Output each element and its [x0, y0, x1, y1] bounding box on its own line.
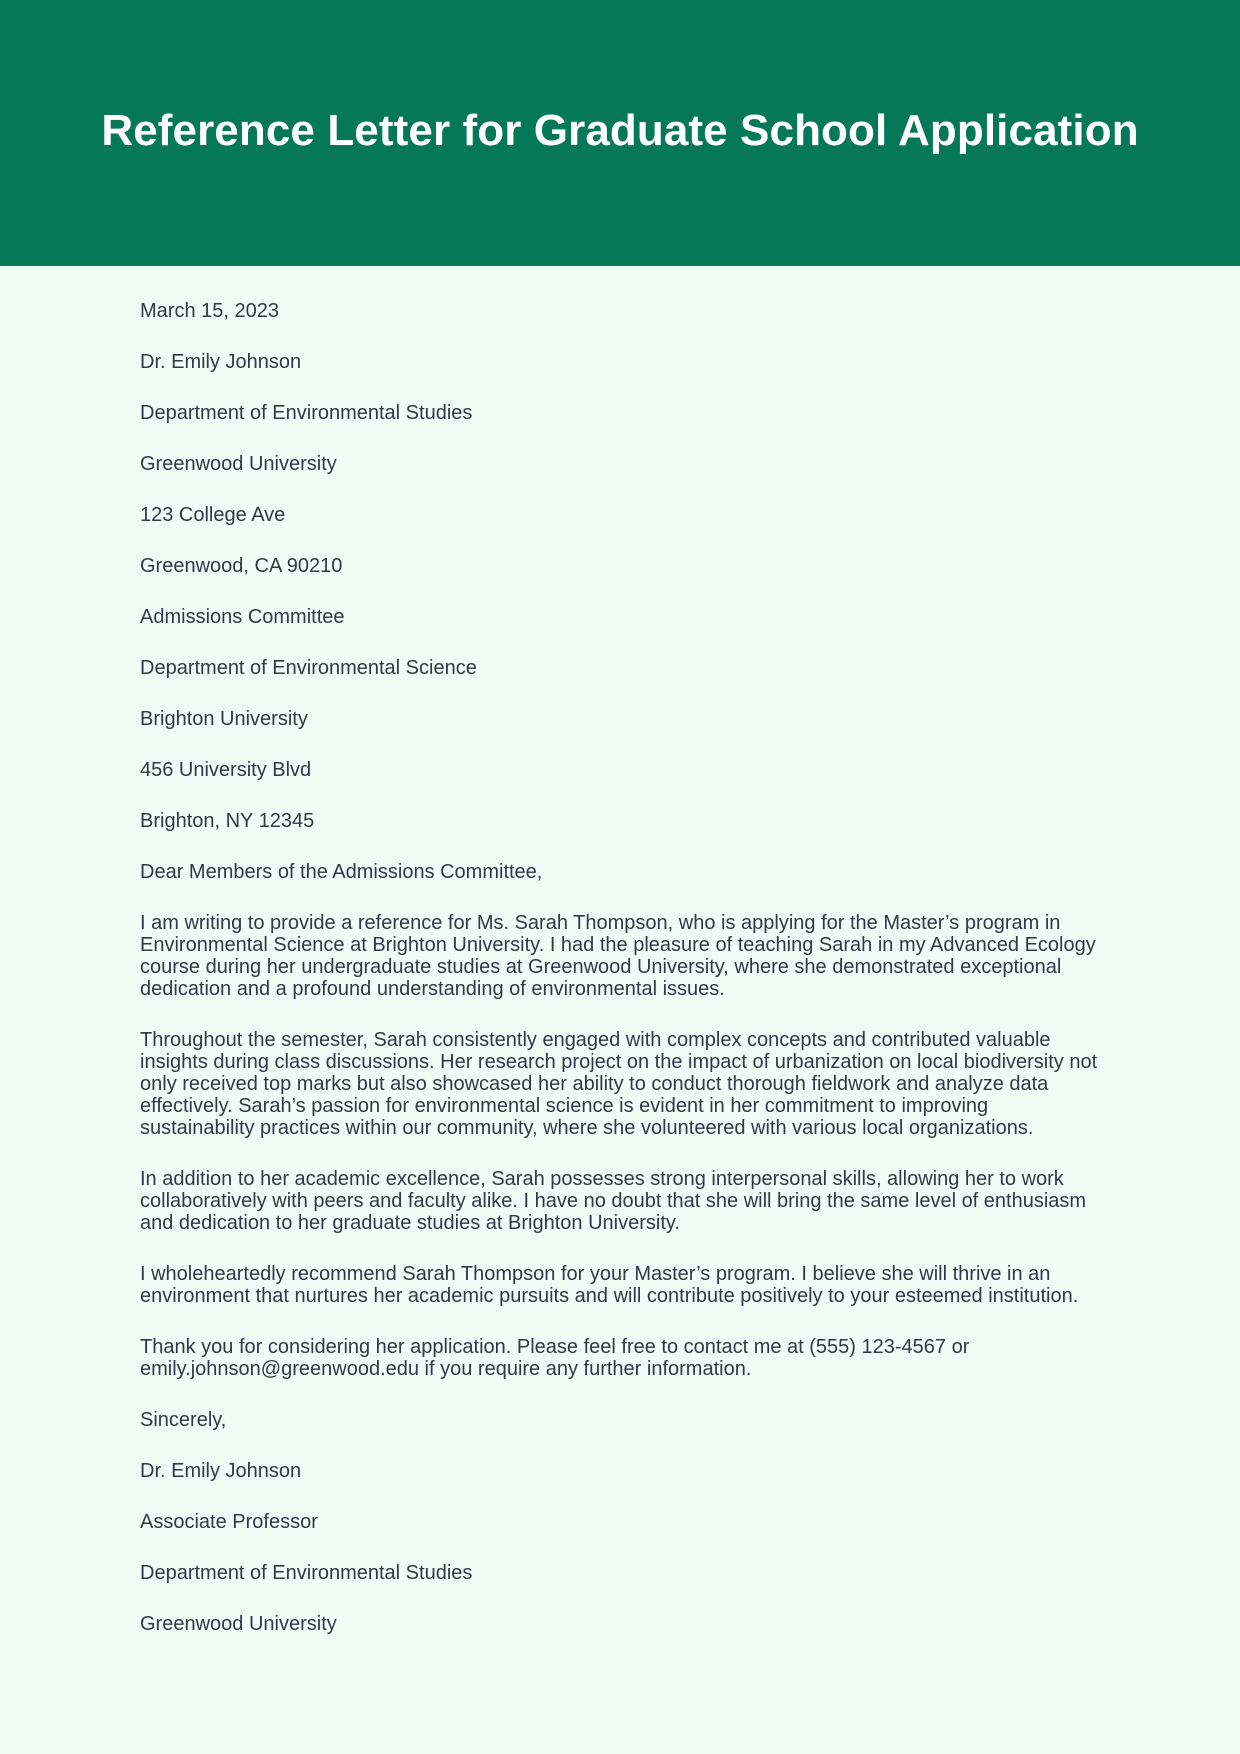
body-paragraph-2: Throughout the semester, Sarah consistently engaged with complex concepts and contributed valuable insights during class discussions. Her research project on the impact of urbanization on local biodiversity not only received top marks but also showcased her ability to conduct thorough fieldwork and analyze data effectively. Sarah’s passion for environmental science is evident in her commitment to improving sustainability practices within our community, where she volunteered with various local organizations. — [140, 1029, 1098, 1139]
recipient-department: Department of Environmental Science — [140, 657, 477, 679]
body-paragraph-1: I am writing to provide a reference for Ms. Sarah Thompson, who is applying for the Master’s program in Environmental Science at Brighton University. I had the pleasure of teaching Sarah in my Advanced Ecology course during her undergraduate studies at Greenwood University, where she demonstrated exceptional dedication and a profound understanding of environmental issues. — [140, 912, 1096, 1000]
recipient-institution: Brighton University — [140, 708, 308, 730]
recipient-name: Admissions Committee — [140, 606, 345, 628]
sender-institution: Greenwood University — [140, 453, 337, 475]
recipient-street: 456 University Blvd — [140, 759, 312, 781]
letter-body — [140, 300, 1100, 1664]
sender-street: 123 College Ave — [140, 504, 286, 526]
letter-date: March 15, 2023 — [140, 300, 279, 322]
body-paragraph-4: I wholeheartedly recommend Sarah Thompson for your Master’s program. I believe she will thrive in an environment that nurtures her academic pursuits and will contribute positively to your esteemed institution. — [140, 1263, 1079, 1307]
signature-title: Associate Professor — [140, 1511, 318, 1533]
recipient-city: Brighton, NY 12345 — [140, 810, 315, 832]
sender-department: Department of Environmental Studies — [140, 402, 473, 424]
sender-name: Dr. Emily Johnson — [140, 351, 302, 373]
signature-institution: Greenwood University — [140, 1613, 337, 1635]
sender-city: Greenwood, CA 90210 — [140, 555, 343, 577]
page-header — [0, 0, 1240, 266]
salutation: Dear Members of the Admissions Committee, — [140, 861, 543, 883]
closing: Sincerely, — [140, 1409, 227, 1431]
signature-name: Dr. Emily Johnson — [140, 1460, 302, 1482]
signature-department: Department of Environmental Studies — [140, 1562, 473, 1584]
body-paragraph-5: Thank you for considering her application. Please feel free to contact me at (555) 123-4567 or emily.johnson@greenwood.edu if you require any further information. — [140, 1336, 970, 1380]
body-paragraph-3: In addition to her academic excellence, Sarah possesses strong interpersonal skills, allowing her to work collaboratively with peers and faculty alike. I have no doubt that she will bring the same level of enthusiasm and dedication to her graduate studies at Brighton University. — [140, 1168, 1087, 1234]
page-title: Reference Letter for Graduate School Application — [101, 106, 1139, 155]
